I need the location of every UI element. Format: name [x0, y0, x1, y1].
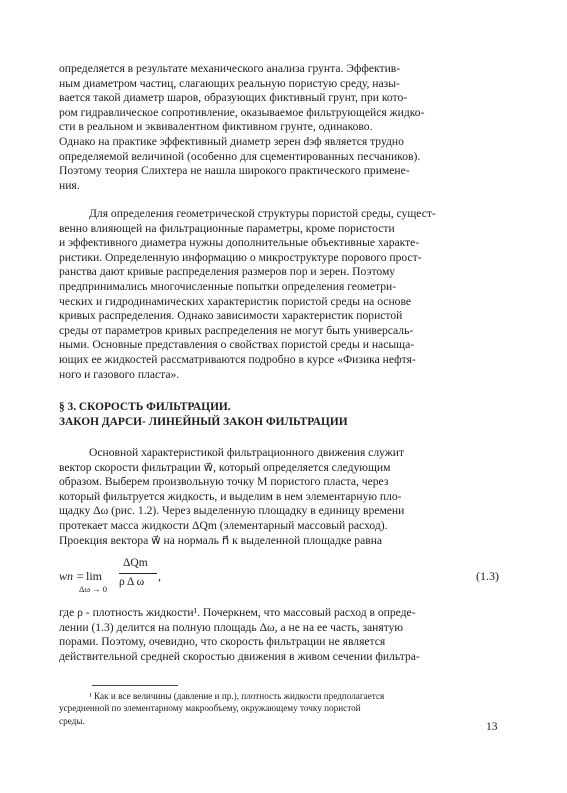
text-line: ными. Основные представления о свойствах пористой среды и насыща- — [59, 338, 415, 352]
formula-comma: , — [158, 569, 161, 583]
heading-line: ЗАКОН ДАРСИ- ЛИНЕЙНЫЙ ЗАКОН ФИЛЬТРАЦИИ — [59, 415, 348, 428]
text-line: порами. Поэтому, очевидно, что скорость фильтрации не является — [59, 635, 386, 649]
fraction-bar — [119, 573, 157, 574]
paragraph-1 — [59, 62, 499, 193]
text-line: Однако на практике эффективный диаметр зерен dэф является трудно — [59, 134, 404, 148]
formula-1-3 — [59, 557, 499, 603]
formula-denominator: ρ Δ ω — [119, 576, 145, 588]
formula-lim: lim — [86, 569, 103, 583]
formula-limit-subscript: Δω → 0 — [79, 584, 108, 594]
text-line: ром гидравлическое сопротивление, оказываемое фильтрующейся жидко- — [59, 105, 425, 119]
heading-line: § 3. СКОРОСТЬ ФИЛЬТРАЦИИ. — [59, 401, 231, 413]
footnote-line: среды. — [59, 715, 85, 726]
text-line: ным диаметром частиц, слагающих реальную пористую среду, назы- — [59, 76, 400, 90]
text-line: вектор скорости фильтрации w⃗, который определяется следующим — [59, 460, 391, 474]
text-line: Поэтому теория Слихтера не нашла широкого практического примене- — [59, 164, 410, 178]
paragraph-2 — [59, 207, 499, 382]
text-line: вается такой диаметр шаров, образующих фиктивный грунт, при кото- — [59, 91, 408, 105]
text-line: где ρ - плотность жидкости¹. Почеркнем, что массовый расход в опреде- — [59, 606, 416, 619]
equation-number: (1.3) — [476, 569, 499, 583]
formula-lhs: wn = — [59, 569, 85, 583]
paragraph-3 — [59, 446, 499, 548]
text-line: ния. — [59, 178, 80, 192]
text-line: щадку Δω (рис. 1.2). Через выделенную площадку в единицу времени — [59, 504, 405, 518]
footnote-divider — [92, 685, 178, 686]
footnote — [59, 690, 499, 727]
text-line: определяется в результате механического анализа грунта. Эффектив- — [59, 62, 401, 75]
text-line: и эффективного диаметра нужны дополнительные объективные характе- — [59, 236, 420, 250]
section-heading — [59, 400, 499, 429]
text-line: протекает масса жидкости ΔQm (элементарный массовый расход). — [59, 518, 388, 532]
text-line: ющих ее жидкостей рассматриваются подробно в курсе «Физика нефтя- — [59, 352, 416, 366]
text-line: ного и газового пласта». — [59, 367, 180, 381]
text-line: ческих и гидродинамических характеристик пористой среды на основе — [59, 294, 411, 308]
paragraph-4 — [59, 606, 499, 664]
text-line: среды от параметров кривых распределения не могут быть универсаль- — [59, 323, 414, 337]
text-line: предпринимались многочисленные попытки определения геометри- — [59, 279, 397, 293]
text-line: который фильтруется жидкость, и выделим в нем элементарную пло- — [59, 489, 402, 503]
text-line: образом. Выберем произвольную точку М пористого пласта, через — [59, 475, 389, 489]
text-line: Проекция вектора w⃗ на нормаль n⃗ к выделенной площадке равна — [59, 533, 383, 547]
text-line: Основной характеристикой фильтрационного движения служит — [89, 446, 405, 459]
text-line: венно влияющей на фильтрационные параметры, кроме пористости — [59, 221, 395, 235]
text-line: сти в реальном и эквивалентном фиктивном грунте, одинаково. — [59, 120, 373, 134]
text-line: Для определения геометрической структуры пористой среды, сущест- — [89, 207, 436, 220]
footnote-line: усредненной по элементарному макрообъему, окружающему точку пористой — [59, 703, 361, 714]
text-line: определяемой величиной (особенно для сцементированных песчаников). — [59, 149, 421, 163]
text-line: действительной средней скоростью движения в живом сечении фильтра- — [59, 649, 420, 663]
page-number: 13 — [486, 721, 498, 733]
text-line: ристики. Определенную информацию о микроструктуре порового прост- — [59, 250, 422, 264]
text-line: ранства дают кривые распределения размеров пор и зерен. Поэтому — [59, 265, 396, 279]
text-line: лении (1.3) делится на полную площадь Δω, а не на ее часть, занятую — [59, 620, 404, 634]
formula-numerator: ΔQm — [123, 557, 148, 569]
footnote-line: ¹ Как и все величины (давление и пр.), плотность жидкости предполагается — [89, 691, 385, 701]
text-line: кривых распределения. Однако зависимости характеристик пористой — [59, 309, 403, 323]
